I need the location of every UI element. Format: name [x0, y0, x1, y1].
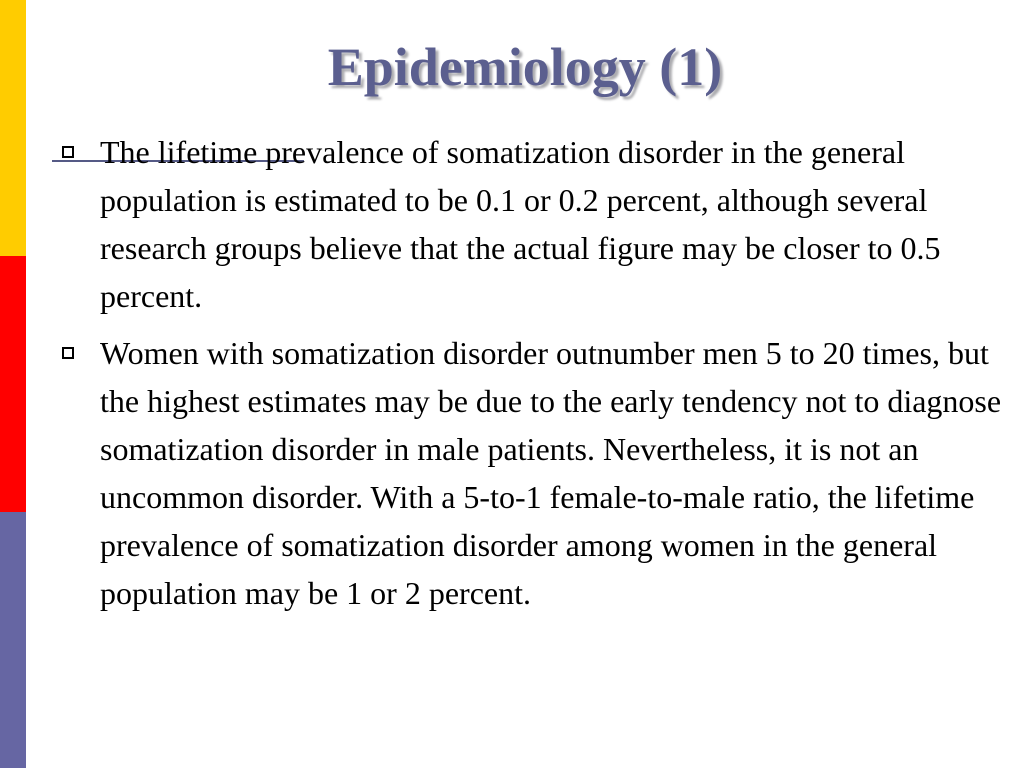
- side-bar-yellow-segment: [0, 0, 26, 256]
- bullet-list: [62, 128, 1022, 626]
- hollow-square-icon: [62, 146, 74, 158]
- side-bar-red-segment: [0, 256, 26, 512]
- side-bar-blue-segment: [0, 512, 26, 768]
- bullet-text: Women with somatization disorder outnumber men 5 to 20 times, but the highest estimates may be due to the early tendency not to diagnose somatization disorder in male patients. Nevertheless, it is not an uncommon disorder. With a 5-to-1 female-to-male ratio, the lifetime prevalence of somatization disorder among women in the general population may be 1 or 2 percent.: [100, 335, 1002, 611]
- bullet-item: [62, 128, 1022, 320]
- bullet-text: The lifetime prevalence of somatization disorder in the general population is estimated to be 0.1 or 0.2 percent, although several research groups believe that the actual figure may be closer to 0.5 percent.: [100, 134, 941, 314]
- bullet-item: [62, 329, 1022, 617]
- hollow-square-icon: [62, 347, 74, 359]
- slide-title: Epidemiology (1): [327, 37, 723, 97]
- side-color-bar: [0, 0, 26, 768]
